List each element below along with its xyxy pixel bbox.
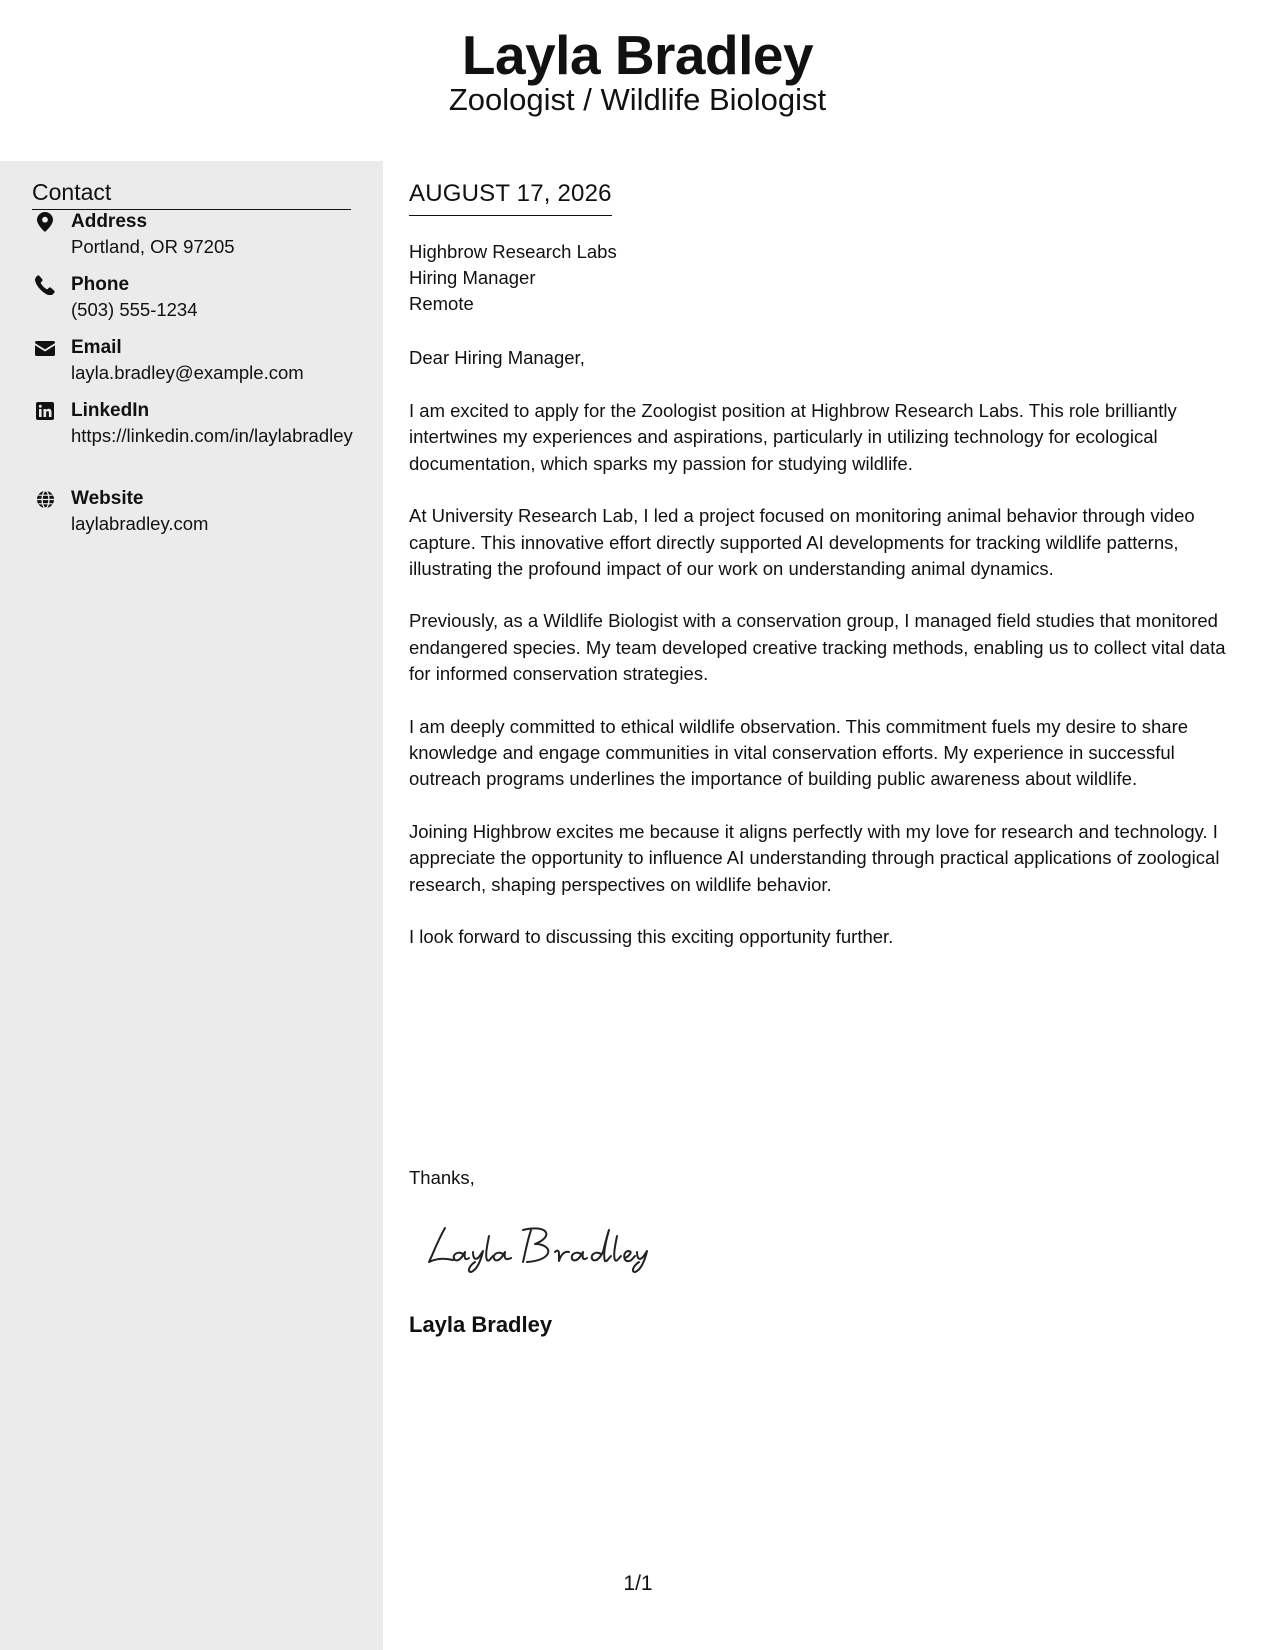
- applicant-name: Layla Bradley: [461, 24, 814, 86]
- contact-value: (503) 555-1234: [71, 299, 198, 320]
- contact-sidebar: [0, 161, 383, 1650]
- applicant-title: Zoologist / Wildlife Biologist: [448, 82, 827, 117]
- paragraph: I am excited to apply for the Zoologist position at Highbrow Research Labs. This role brilliantly intertwines my experiences and aspirations, particularly in utilizing technology for ecological documentation, which sparks my passion for studying wildlife.: [409, 400, 1177, 474]
- contact-value: laylabradley.com: [71, 513, 209, 534]
- paragraph: Joining Highbrow excites me because it aligns perfectly with my love for research and technology. I appreciate the opportunity to influence AI understanding through practical applications of zoological research, shaping perspectives on wildlife behavior.: [409, 820, 1220, 895]
- recipient-company: Highbrow Research Labs: [409, 241, 617, 262]
- recipient-location: Remote: [409, 293, 474, 314]
- contact-label: Website: [71, 488, 144, 509]
- page-number: 1/1: [623, 1572, 653, 1595]
- contact-value: layla.bradley@example.com: [71, 362, 304, 383]
- signer-name: Layla Bradley: [409, 1312, 553, 1337]
- contact-value: Portland, OR 97205: [71, 236, 235, 257]
- globe-icon: [32, 488, 58, 510]
- signature-image: [423, 1216, 653, 1276]
- recipient-role: Hiring Manager: [409, 267, 536, 288]
- letter-body: [383, 161, 1275, 1650]
- contact-label: LinkedIn: [71, 400, 150, 421]
- phone-icon: [32, 274, 58, 296]
- paragraph: Previously, as a Wildlife Biologist with a conservation group, I managed field studies that monitored endangered species. My team developed creative tracking methods, enabling us to collect vital data for informed conservation strategies.: [409, 610, 1226, 685]
- letter-date: AUGUST 17, 2026: [409, 179, 612, 216]
- map-pin-icon: [32, 211, 58, 233]
- recipient-block: [409, 239, 617, 317]
- salutation: Dear Hiring Manager,: [409, 347, 585, 368]
- letter-header: [0, 0, 1275, 161]
- contact-heading: Contact: [32, 177, 351, 210]
- paragraph: I look forward to discussing this exciting opportunity further.: [409, 926, 894, 948]
- contact-label: Address: [71, 211, 148, 232]
- paragraph: I am deeply committed to ethical wildlife observation. This commitment fuels my desire to share knowledge and engage communities in vital conservation efforts. My experience in successful outreach programs underlines the importance of building public awareness about wildlife.: [409, 715, 1189, 790]
- contact-label: Email: [71, 337, 122, 358]
- linkedin-icon: [32, 400, 58, 422]
- closing: Thanks,: [409, 1167, 475, 1188]
- letter-paragraphs: [409, 398, 1251, 977]
- paragraph: At University Research Lab, I led a project focused on monitoring animal behavior through video capture. This innovative effort directly supported AI developments for tracking wildlife patterns, illustrating the profound impact of our work on understanding animal dynamics.: [409, 505, 1195, 580]
- contact-value: https://linkedin.com/in/laylabradley: [71, 425, 353, 446]
- envelope-icon: [32, 337, 58, 359]
- contact-label: Phone: [71, 274, 130, 295]
